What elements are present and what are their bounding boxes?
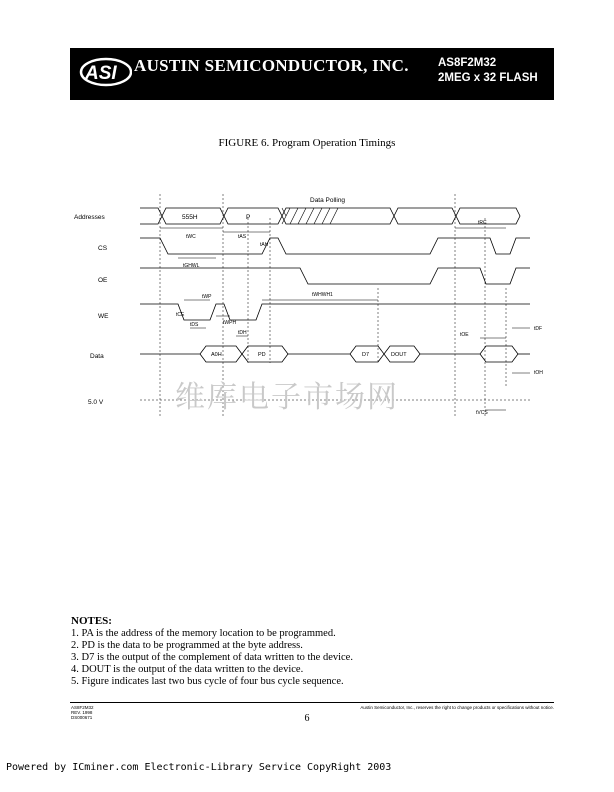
data-dout: DOUT [391, 352, 407, 358]
part-info [438, 56, 538, 86]
powered-by: Powered by ICminer.com Electronic-Library Service CopyRight 2003 [6, 762, 392, 773]
cs-waveform [140, 238, 530, 254]
oe-waveform [140, 268, 530, 284]
signal-label-we: WE [98, 313, 109, 320]
notes-section [71, 615, 353, 688]
timing-tds: tDS [190, 322, 199, 328]
footer-divider [70, 702, 554, 703]
timing-tdh: tDH [238, 330, 247, 336]
note-item: 4. DOUT is the output of the data written to the device. [71, 664, 304, 675]
footer-disclaimer: Austin Semiconductor, Inc., reserves the right to change products or specifications without notice. [360, 705, 554, 710]
page-number: 6 [304, 713, 310, 724]
timing-twc: tWC [186, 234, 196, 240]
notes-title: NOTES: [71, 615, 112, 627]
timing-twhwh1: tWHWH1 [312, 292, 333, 298]
data-pd: PD [258, 352, 266, 358]
timing-twp: tWP [202, 294, 212, 300]
signal-label-cs: CS [98, 245, 108, 252]
part-number: AS8F2M32 [438, 57, 497, 69]
timing-twph: tWPH [223, 320, 237, 326]
asi-logo-icon [76, 56, 132, 88]
timing-tvcs: tVCS [476, 410, 488, 416]
timing-tce: tCE [176, 312, 185, 318]
data-waveform [140, 346, 530, 362]
signal-label-data: Data [90, 353, 104, 360]
timing-toe: tOE [460, 332, 469, 338]
timing-trc: tRC [478, 220, 487, 226]
timing-tas: tAS [238, 234, 247, 240]
footer-rev: REV. 1998 [71, 710, 93, 715]
signal-label-addresses: Addresses [74, 214, 105, 221]
header-banner [70, 48, 554, 100]
company-name: AUSTIN SEMICONDUCTOR, INC. [134, 56, 409, 75]
note-item: 2. PD is the data to be programmed at the byte address. [71, 640, 303, 651]
watermark: 维库电子市场网 [175, 380, 399, 415]
note-item: 5. Figure indicates last two bus cycle of four bus cycle sequence. [71, 676, 344, 687]
signal-label-vcc: 5.0 V [88, 399, 104, 406]
footer-part: AS8F2M32 [71, 705, 94, 710]
logo-text: ASI [85, 63, 117, 84]
data-d7: D7 [362, 352, 370, 358]
timing-toh: tOH [534, 370, 543, 376]
signal-label-oe: OE [98, 277, 108, 284]
footer-ds: DS000671 [71, 715, 93, 720]
timing-tghwl: tGHWL [183, 263, 200, 269]
figure-title: FIGURE 6. Program Operation Timings [218, 137, 396, 149]
we-waveform [140, 304, 530, 320]
note-item: 1. PA is the address of the memory location to be programmed. [71, 628, 336, 639]
addr-555h: 555H [182, 214, 198, 221]
data-a0h: A0H [211, 352, 222, 358]
timing-tah: tAH [260, 242, 269, 248]
addr-p: P [246, 214, 251, 221]
part-description: 2MEG x 32 FLASH [438, 72, 538, 84]
timing-tdf: tDF [534, 326, 543, 332]
data-polling-label: Data Polling [310, 197, 346, 204]
note-item: 3. D7 is the output of the complement of data written to the device. [71, 652, 353, 663]
